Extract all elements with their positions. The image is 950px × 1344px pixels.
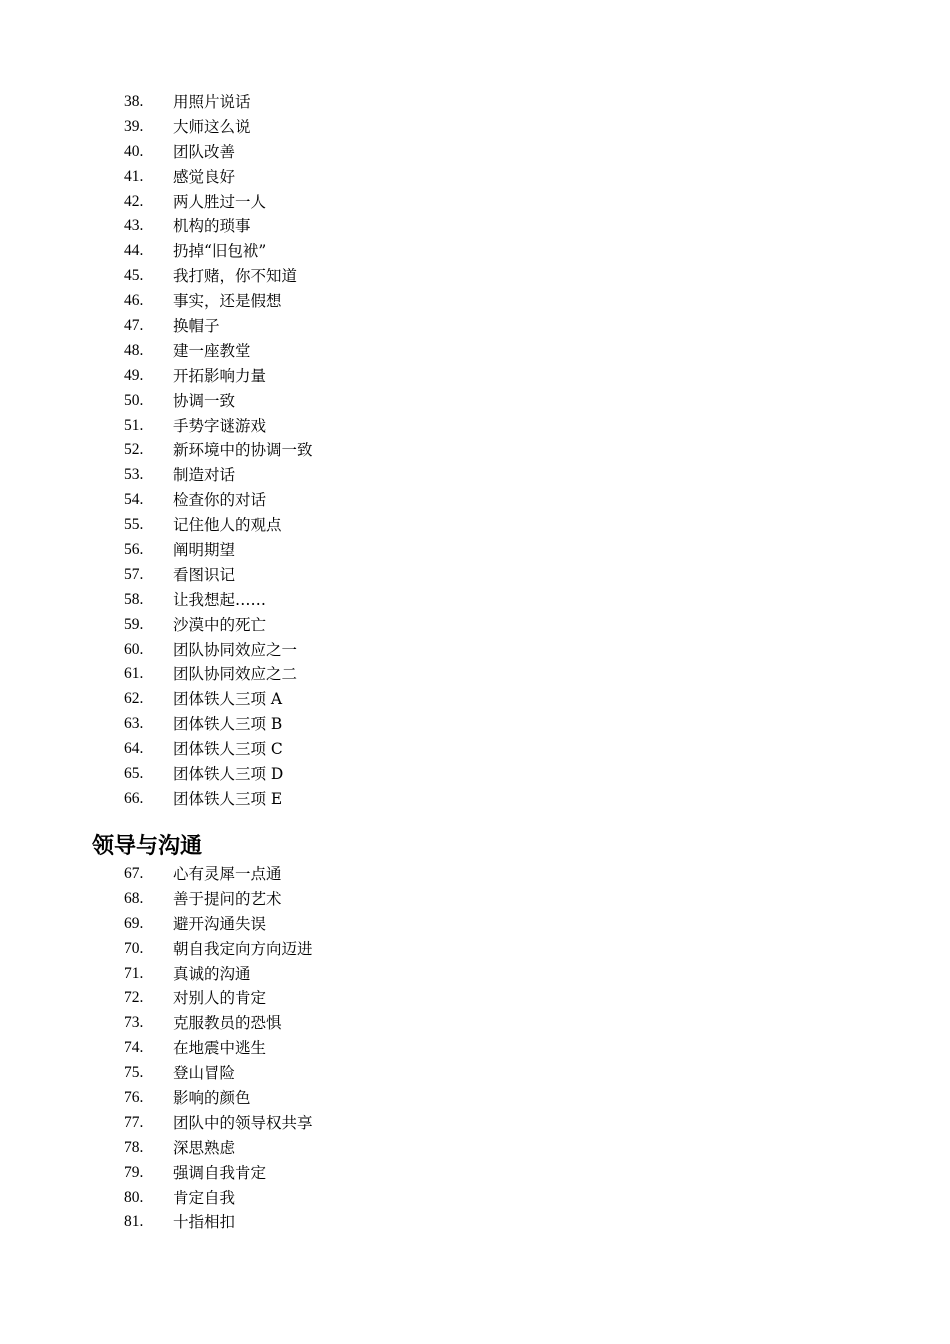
list-item xyxy=(124,1210,313,1235)
list-item xyxy=(124,538,313,563)
list-item-text: 扔掉“旧包袱” xyxy=(173,242,267,261)
list-item-text: 十指相扣 xyxy=(173,1213,236,1232)
list-item xyxy=(124,90,313,115)
list-item-text: 用照片说话 xyxy=(173,93,251,111)
list-item xyxy=(124,912,313,937)
list-item-number: 66. xyxy=(124,789,144,807)
list-item-number: 38. xyxy=(124,93,144,110)
list-item-text: 建一座教堂 xyxy=(173,341,251,360)
list-item xyxy=(124,662,313,687)
list-item xyxy=(124,712,313,737)
list-item-text: 让我想起…… xyxy=(173,590,267,609)
list-item-text: 深思熟虑 xyxy=(173,1138,236,1157)
list-item-text: 协调一致 xyxy=(173,391,236,410)
list-item-number: 70. xyxy=(124,939,144,957)
list-item xyxy=(124,488,313,513)
list-item-text: 阐明期望 xyxy=(173,541,236,560)
list-item-text: 团体铁人三项 A xyxy=(173,690,283,709)
list-item-number: 63. xyxy=(124,715,144,733)
list-item-text: 克服教员的恐惧 xyxy=(173,1014,282,1033)
list-item-number: 54. xyxy=(124,491,144,509)
list-item-text: 真诚的沟通 xyxy=(173,964,251,983)
list-item xyxy=(124,1061,313,1086)
list-item-text: 两人胜过一人 xyxy=(173,192,267,211)
list-item-text: 心有灵犀一点通 xyxy=(173,865,282,883)
list-item-number: 39. xyxy=(124,117,144,135)
list-item-text: 团体铁人三项 D xyxy=(173,765,284,784)
section-heading: 领导与沟通 xyxy=(92,834,203,859)
list-item-number: 73. xyxy=(124,1014,144,1032)
list-item xyxy=(124,463,313,488)
list-item-text: 感觉良好 xyxy=(173,167,236,186)
list-item-text: 对别人的肯定 xyxy=(173,989,267,1008)
list-item xyxy=(124,862,313,887)
list-item xyxy=(124,190,313,215)
list-item-number: 72. xyxy=(124,989,144,1007)
list-item-text: 善于提问的艺术 xyxy=(173,889,282,908)
list-item xyxy=(124,986,313,1011)
list-item xyxy=(124,364,313,389)
list-item-number: 69. xyxy=(124,914,144,932)
list-item-number: 79. xyxy=(124,1163,144,1181)
list-item-text: 团体铁人三项 B xyxy=(173,715,283,734)
list-item xyxy=(124,937,313,962)
list-item-number: 56. xyxy=(124,541,144,559)
list-item-text: 影响的颜色 xyxy=(173,1089,251,1108)
list-item-number: 53. xyxy=(124,466,144,484)
list-item-text: 大师这么说 xyxy=(173,117,251,136)
list-item-number: 68. xyxy=(124,889,144,907)
list-item-text: 换帽子 xyxy=(173,317,220,336)
list-item-number: 45. xyxy=(124,267,144,285)
list-item-number: 67. xyxy=(124,865,144,882)
list-item-text: 强调自我肯定 xyxy=(173,1163,267,1182)
list-item-number: 58. xyxy=(124,590,144,608)
list-item-number: 55. xyxy=(124,516,144,534)
list-item-number: 52. xyxy=(124,441,144,459)
list-item xyxy=(124,239,313,264)
list-item xyxy=(124,762,313,787)
list-item-number: 60. xyxy=(124,640,144,658)
list-item-number: 80. xyxy=(124,1188,144,1206)
list-item xyxy=(124,887,313,912)
list-item-text: 肯定自我 xyxy=(173,1188,236,1207)
list-item-number: 43. xyxy=(124,217,144,235)
list-item xyxy=(124,289,313,314)
list-item-number: 48. xyxy=(124,341,144,359)
activity-list-1 xyxy=(124,90,313,812)
list-item-text: 团体铁人三项 C xyxy=(173,740,283,759)
list-item-text: 记住他人的观点 xyxy=(173,516,282,535)
list-item-number: 78. xyxy=(124,1138,144,1156)
list-item-number: 51. xyxy=(124,416,144,434)
list-item xyxy=(124,737,313,762)
list-item-number: 81. xyxy=(124,1213,144,1231)
list-item xyxy=(124,962,313,987)
list-item-number: 65. xyxy=(124,765,144,783)
list-item-number: 46. xyxy=(124,292,144,310)
list-item-number: 76. xyxy=(124,1089,144,1107)
list-item-text: 检查你的对话 xyxy=(173,491,267,510)
list-item-number: 61. xyxy=(124,665,144,683)
list-item-number: 59. xyxy=(124,615,144,633)
list-item xyxy=(124,1011,313,1036)
list-item xyxy=(124,687,313,712)
list-item-text: 手势字谜游戏 xyxy=(173,416,267,435)
list-item-number: 40. xyxy=(124,142,144,160)
list-item xyxy=(124,115,313,140)
list-item-number: 44. xyxy=(124,242,144,260)
list-item xyxy=(124,165,313,190)
list-item xyxy=(124,1136,313,1161)
list-item-text: 朝自我定向方向迈进 xyxy=(173,939,313,958)
list-item xyxy=(124,1086,313,1111)
list-item xyxy=(124,389,313,414)
list-item xyxy=(124,140,313,165)
list-item xyxy=(124,588,313,613)
list-item-number: 62. xyxy=(124,690,144,708)
list-item-number: 50. xyxy=(124,391,144,409)
list-item xyxy=(124,438,313,463)
list-item xyxy=(124,1111,313,1136)
list-item xyxy=(124,1036,313,1061)
list-item-number: 77. xyxy=(124,1113,144,1131)
list-item-text: 我打赌，你不知道 xyxy=(173,267,298,286)
activity-list-2 xyxy=(124,862,313,1235)
list-item-text: 团体铁人三项 E xyxy=(173,789,283,808)
list-item xyxy=(124,613,313,638)
list-item-number: 57. xyxy=(124,565,144,583)
list-item-text: 机构的琐事 xyxy=(173,217,251,236)
list-item-number: 74. xyxy=(124,1039,144,1057)
list-item xyxy=(124,638,313,663)
list-item xyxy=(124,1161,313,1186)
list-item xyxy=(124,339,313,364)
list-item xyxy=(124,414,313,439)
list-item xyxy=(124,314,313,339)
list-item-text: 团队改善 xyxy=(173,142,236,161)
list-item-number: 41. xyxy=(124,167,144,185)
list-item-text: 团队协同效应之二 xyxy=(173,665,298,684)
list-item xyxy=(124,563,313,588)
list-item xyxy=(124,787,313,812)
list-item-number: 47. xyxy=(124,317,144,335)
list-item-number: 71. xyxy=(124,964,144,982)
list-item xyxy=(124,264,313,289)
list-item xyxy=(124,1186,313,1211)
list-item-number: 75. xyxy=(124,1064,144,1082)
list-item-number: 64. xyxy=(124,740,144,758)
list-item-text: 避开沟通失误 xyxy=(173,914,267,933)
list-item-text: 在地震中逃生 xyxy=(173,1039,267,1058)
list-item-number: 49. xyxy=(124,366,144,384)
list-item xyxy=(124,513,313,538)
list-item-text: 新环境中的协调一致 xyxy=(173,441,313,460)
list-item-text: 开拓影响力量 xyxy=(173,366,267,385)
list-item xyxy=(124,214,313,239)
list-item-text: 团队协同效应之一 xyxy=(173,640,298,659)
list-item-text: 登山冒险 xyxy=(173,1064,236,1083)
list-item-text: 事实，还是假想 xyxy=(173,292,282,311)
list-item-text: 制造对话 xyxy=(173,466,236,485)
list-item-text: 团队中的领导权共享 xyxy=(173,1113,313,1132)
list-item-text: 看图识记 xyxy=(173,565,236,584)
list-item-number: 42. xyxy=(124,192,144,210)
list-item-text: 沙漠中的死亡 xyxy=(173,615,267,634)
